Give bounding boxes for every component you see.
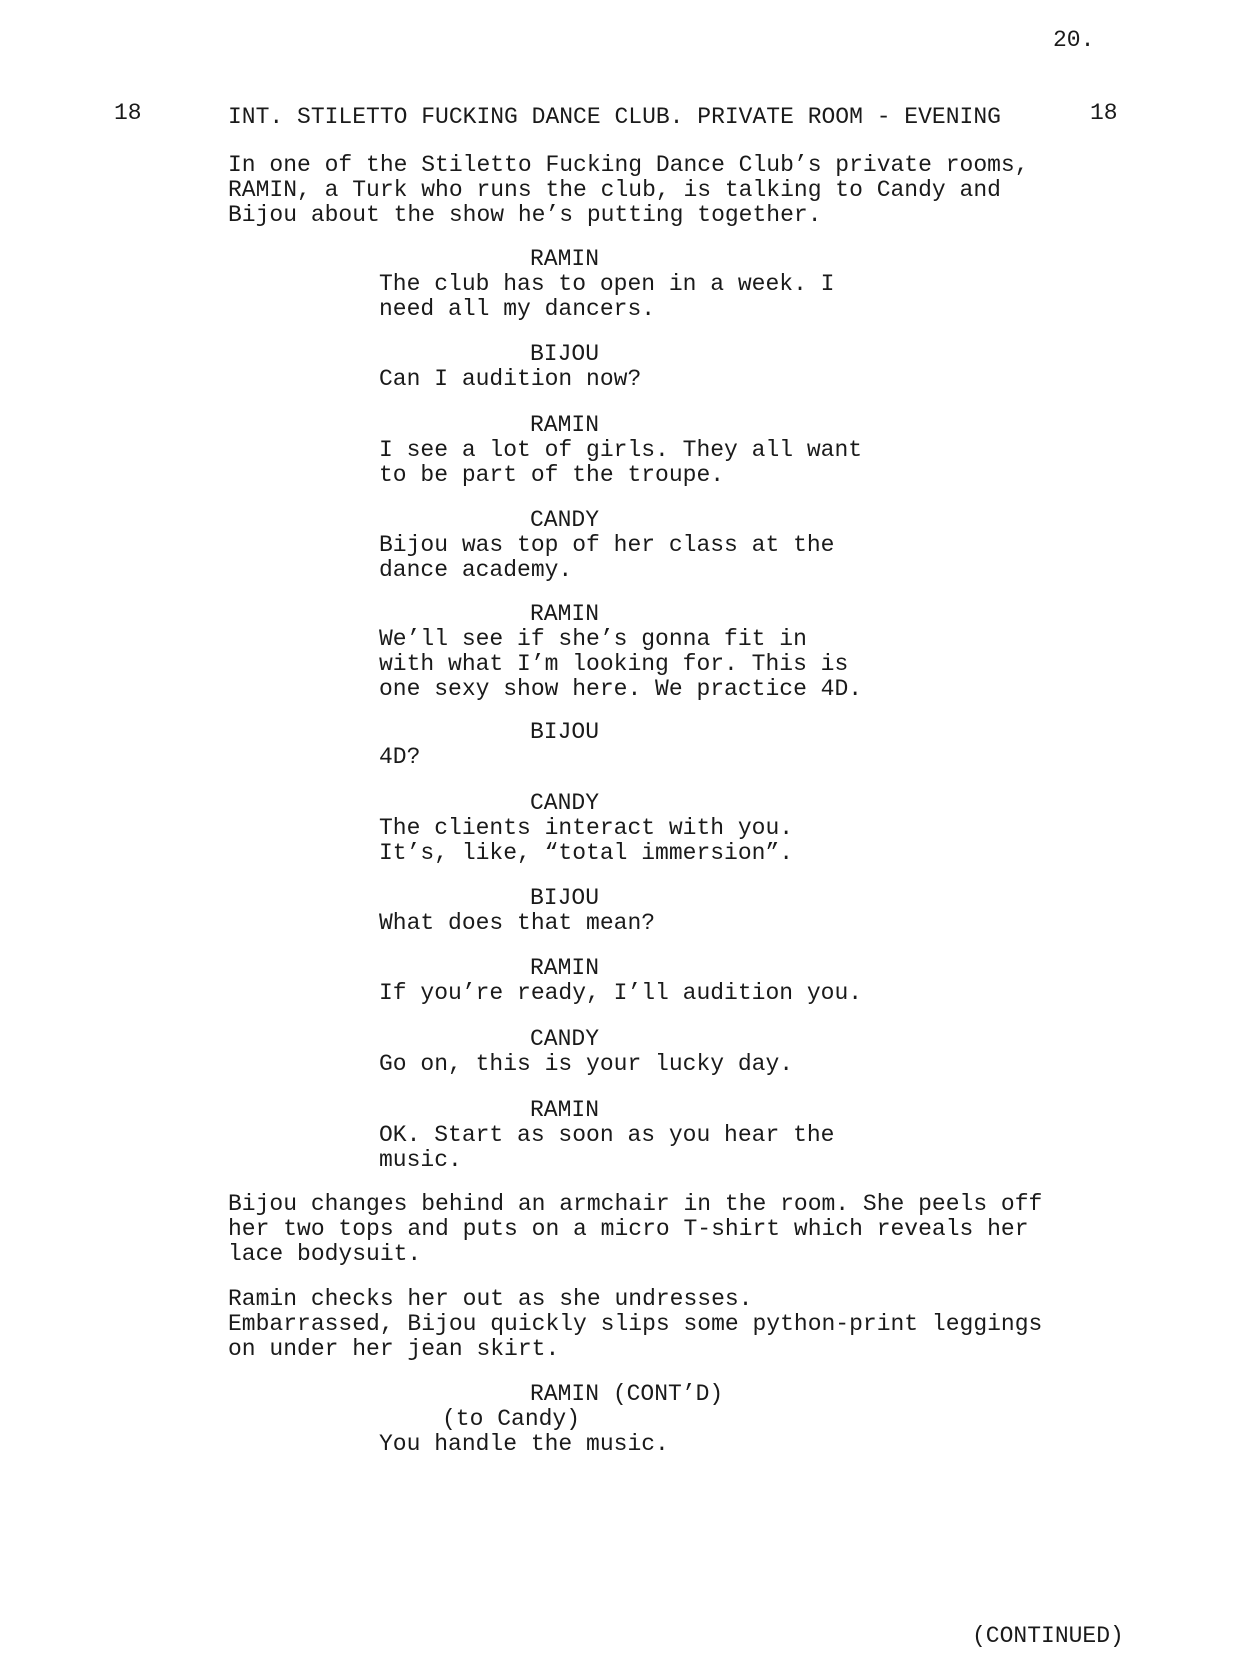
dialogue-line: Bijou was top of her class at the dance academy. xyxy=(379,532,835,583)
dialogue-line: We’ll see if she’s gonna fit in with what I’m looking for. This is one sexy show here. We practice 4D. xyxy=(379,626,863,702)
action-paragraph: Ramin checks her out as she undresses. Embarrassed, Bijou quickly slips some python-print leggings on under her jean skirt. xyxy=(228,1286,1043,1362)
scene-number-right: 18 xyxy=(1090,100,1118,126)
character-name: RAMIN xyxy=(530,412,600,438)
action-paragraph: In one of the Stiletto Fucking Dance Club’s private rooms, RAMIN, a Turk who runs the club, is talking to Candy and Bijou about the show he’s putting together. xyxy=(228,152,1029,228)
dialogue-block xyxy=(379,1098,939,1173)
character-name: BIJOU xyxy=(530,885,600,911)
dialogue-line: OK. Start as soon as you hear the music. xyxy=(379,1122,835,1173)
dialogue-block xyxy=(379,342,939,392)
dialogue-line: The clients interact with you. It’s, like, “total immersion”. xyxy=(379,815,794,866)
dialogue-block xyxy=(379,508,939,583)
scene-number-left: 18 xyxy=(114,100,142,126)
dialogue-line: I see a lot of girls. They all want to be part of the troupe. xyxy=(379,437,863,488)
dialogue-block xyxy=(379,413,939,488)
character-name: RAMIN xyxy=(530,601,600,627)
dialogue-line: Go on, this is your lucky day. xyxy=(379,1051,794,1077)
character-name: CANDY xyxy=(530,507,600,533)
dialogue-block xyxy=(379,791,939,866)
action-paragraph: Bijou changes behind an armchair in the room. She peels off her two tops and puts on a micro T-shirt which reveals her lace bodysuit. xyxy=(228,1191,1043,1267)
dialogue-line: You handle the music. xyxy=(379,1431,669,1457)
dialogue-line: Can I audition now? xyxy=(379,366,642,392)
dialogue-line: 4D? xyxy=(379,744,421,770)
character-name: RAMIN (CONT’D) xyxy=(530,1381,724,1407)
character-name: RAMIN xyxy=(530,955,600,981)
character-name: BIJOU xyxy=(530,719,600,745)
dialogue-block xyxy=(379,1027,939,1077)
dialogue-line: What does that mean? xyxy=(379,910,656,936)
character-name: BIJOU xyxy=(530,341,600,367)
dialogue-line: The club has to open in a week. I need all my dancers. xyxy=(379,271,835,322)
dialogue-block xyxy=(379,247,939,322)
dialogue-block xyxy=(379,956,939,1006)
character-name: CANDY xyxy=(530,790,600,816)
dialogue-block xyxy=(379,886,939,936)
parenthetical: (to Candy) xyxy=(442,1406,581,1432)
dialogue-line: If you’re ready, I’ll audition you. xyxy=(379,980,863,1006)
page-number: 20. xyxy=(1053,27,1095,53)
dialogue-block xyxy=(379,602,939,702)
dialogue-block xyxy=(379,1382,939,1457)
continued-marker: (CONTINUED) xyxy=(972,1623,1124,1649)
dialogue-block xyxy=(379,720,939,770)
character-name: RAMIN xyxy=(530,246,600,272)
character-name: RAMIN xyxy=(530,1097,600,1123)
character-name: CANDY xyxy=(530,1026,600,1052)
scene-heading: INT. STILETTO FUCKING DANCE CLUB. PRIVATE ROOM - EVENING xyxy=(228,104,1001,130)
